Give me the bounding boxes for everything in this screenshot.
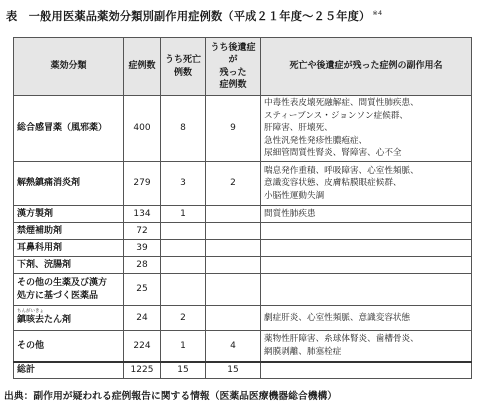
row-deaths: [161, 240, 206, 257]
row-count: 279: [124, 162, 161, 206]
table-row: [14, 162, 472, 206]
row-effects: 間質性肺疾患: [261, 206, 472, 223]
row-sequelae: [206, 306, 261, 331]
total-row: [14, 362, 472, 379]
category-ruby: ちんがいきょ: [17, 309, 44, 315]
row-deaths: [161, 274, 206, 306]
row-category: 禁煙補助剤: [14, 223, 124, 240]
row-effects: 喘息発作重積、呼吸障害、心室性頻脈、 意識変容状態、皮膚粘膜眼症候群、 小脳性運動失調: [261, 162, 472, 206]
total-label: 総計: [14, 362, 124, 379]
row-deaths: 2: [161, 306, 206, 331]
total-sequelae: 15: [206, 362, 261, 379]
table-row: [14, 331, 472, 362]
table-row: [14, 96, 472, 162]
header-count: 症例数: [124, 38, 161, 96]
table-row: [14, 257, 472, 274]
row-count: 72: [124, 223, 161, 240]
row-category: 下剤、浣腸剤: [14, 257, 124, 274]
row-sequelae: [206, 240, 261, 257]
row-category-cell: [14, 306, 124, 331]
header-row: [14, 38, 472, 96]
total-deaths: 15: [161, 362, 206, 379]
row-count: 400: [124, 96, 161, 162]
header-effects: 死亡や後遺症が残った症例の副作用名: [261, 38, 472, 96]
header-sequelae: うち後遺症が 残った 症例数: [206, 38, 261, 96]
row-deaths: [161, 257, 206, 274]
table-row: [14, 306, 472, 331]
row-deaths: 1: [161, 331, 206, 362]
row-effects: [261, 274, 472, 306]
source-note: 出典：副作用が疑われる症例報告に関する情報（医薬品医療機器総合機構）: [4, 391, 338, 402]
header-category: 薬効分類: [14, 38, 124, 96]
row-effects: 劇症肝炎、心室性頻脈、意識変容状態: [261, 306, 472, 331]
table-row: [14, 223, 472, 240]
row-sequelae: [206, 206, 261, 223]
row-sequelae: [206, 274, 261, 306]
row-category: 耳鼻科用剤: [14, 240, 124, 257]
page-title: 表 一般用医薬品薬効分類別副作用症例数（平成２１年度～２５年度） $^{※4}$: [6, 9, 383, 23]
row-count: 224: [124, 331, 161, 362]
title-note: ※4: [372, 9, 383, 18]
row-sequelae: 4: [206, 331, 261, 362]
row-count: 24: [124, 306, 161, 331]
row-deaths: 8: [161, 96, 206, 162]
row-count: 25: [124, 274, 161, 306]
row-effects: [261, 240, 472, 257]
row-count: 134: [124, 206, 161, 223]
row-sequelae: 9: [206, 96, 261, 162]
table-row: [14, 274, 472, 306]
row-category: 解熱鎮痛消炎剤: [14, 162, 124, 206]
total-count: 1225: [124, 362, 161, 379]
row-effects: 中毒性表皮壊死融解症、間質性肺疾患、 スティーブンス・ジョンソン症候群、 肝障害、肝壊死、 急性汎発性発疹性膿疱症、 尿細管間質性腎炎、腎障害、心不全: [261, 96, 472, 162]
row-sequelae: 2: [206, 162, 261, 206]
row-count: 28: [124, 257, 161, 274]
row-category: その他の生薬及び漢方 処方に基づく医薬品: [14, 274, 124, 306]
header-deaths: うち死亡 例数: [161, 38, 206, 96]
row-deaths: [161, 223, 206, 240]
row-deaths: 1: [161, 206, 206, 223]
adverse-reaction-table: [13, 37, 472, 379]
table-row: [14, 240, 472, 257]
table-row: [14, 206, 472, 223]
row-sequelae: [206, 223, 261, 240]
row-category: 鎮咳去たん剤: [17, 315, 72, 326]
row-effects: 薬物性肝障害、糸球体腎炎、歯槽骨炎、 網膜剥離、肺塞栓症: [261, 331, 472, 362]
row-category: 漢方製剤: [14, 206, 124, 223]
row-deaths: 3: [161, 162, 206, 206]
row-effects: [261, 257, 472, 274]
total-effects: [261, 362, 472, 379]
row-category: 総合感冒薬（風邪薬）: [14, 96, 124, 162]
row-effects: [261, 223, 472, 240]
row-sequelae: [206, 257, 261, 274]
row-category: その他: [14, 331, 124, 362]
row-count: 39: [124, 240, 161, 257]
